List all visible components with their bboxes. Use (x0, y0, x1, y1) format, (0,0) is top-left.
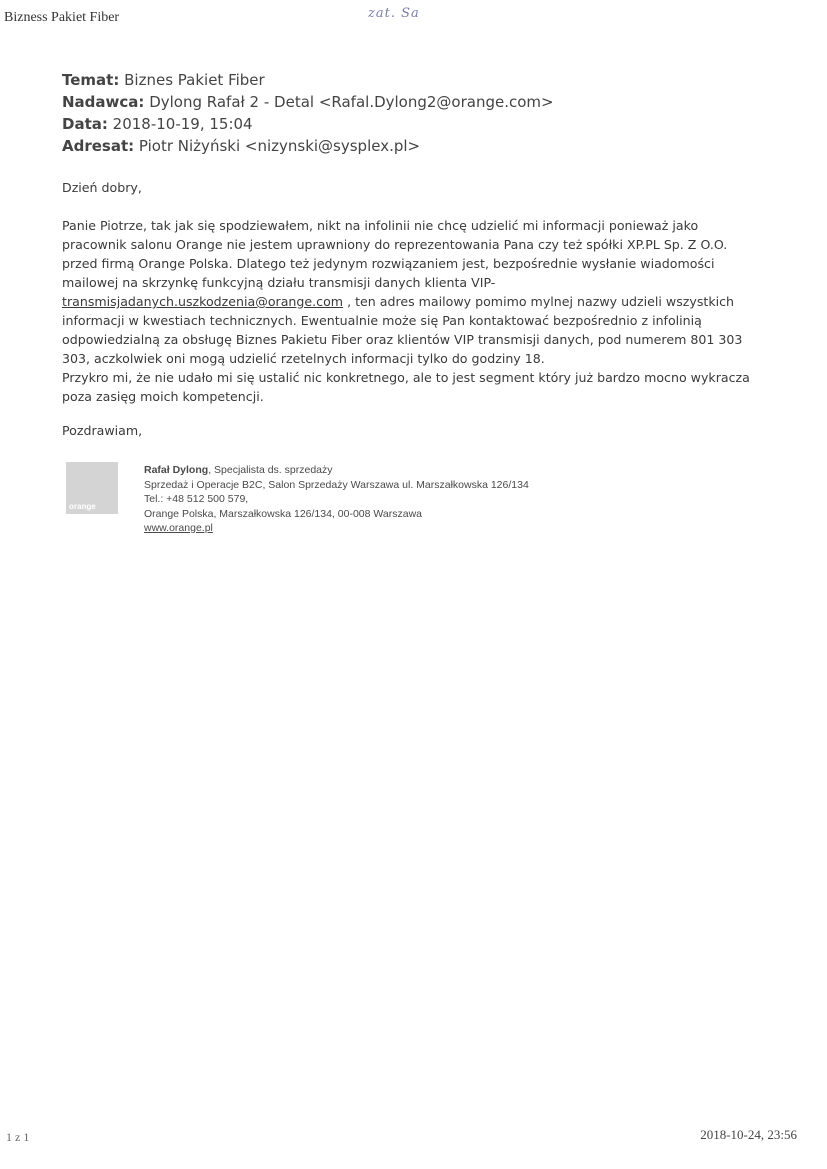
sender-row (62, 91, 554, 113)
signature-title: , Specjalista ds. sprzedaży (208, 464, 333, 476)
paragraph-2: Przykro mi, że nie udało mi się ustalić nic konkretnego, ale to jest segment który już bardzo mocno wykracza poza zasięg moich kompetencji. (62, 370, 750, 404)
greeting: Dzień dobry, (62, 180, 142, 195)
handwritten-note: zat. Sa (368, 6, 420, 21)
sender-label: Nadawca: (62, 93, 145, 111)
main-paragraph (62, 216, 752, 406)
signature-block (144, 463, 529, 536)
date-label: Data: (62, 115, 108, 133)
recipient-label: Adresat: (62, 137, 135, 155)
print-timestamp: 2018-10-24, 23:56 (700, 1127, 797, 1142)
subject-row (62, 69, 554, 91)
page-header: Bizness Pakiet Fiber (4, 10, 120, 25)
signature-name: Rafał Dylong (144, 464, 209, 476)
date-value: 2018-10-19, 15:04 (112, 115, 253, 133)
logo-text: orange (69, 502, 96, 511)
mailbox-link[interactable]: transmisjadanych.uszkodzenia@orange.com (62, 294, 344, 309)
email-meta (62, 69, 554, 157)
page-number: 1 z 1 (6, 1130, 30, 1144)
orange-logo (66, 462, 118, 514)
signature-name-line (144, 463, 529, 478)
signature-website-link[interactable]: www.orange.pl (144, 522, 213, 534)
closing: Pozdrawiam, (62, 423, 143, 438)
recipient-row (62, 135, 554, 157)
recipient-value: Piotr Niżyński <nizynski@sysplex.pl> (138, 137, 421, 155)
paragraph-1 (62, 216, 752, 368)
sender-value: Dylong Rafał 2 - Detal <Rafal.Dylong2@orange.com> (149, 93, 554, 111)
date-row (62, 113, 554, 135)
signature-phone: Tel.: +48 512 500 579, (144, 493, 249, 505)
subject-value: Biznes Pakiet Fiber (124, 71, 265, 89)
paragraph-1-part2: , ten adres mailowy pomimo mylnej nazwy udzieli wszystkich informacji w kwestiach technicznych. Ewentualnie może się Pan kontaktować bezpośrednio z infolinią odpowiedzialną za obsługę Biznes Pakietu Fiber oraz klientów VIP transmisji danych, pod numerem 801 303 303, aczkolwiek oni mogą udzielić rzetelnych informacji tylko do godziny 18. (62, 294, 743, 366)
signature-address: Orange Polska, Marszałkowska 126/134, 00-008 Warszawa (144, 507, 422, 520)
signature-department: Sprzedaż i Operacje B2C, Salon Sprzedaży Warszawa ul. Marszałkowska 126/134 (144, 478, 529, 491)
paragraph-1-part1: Panie Piotrze, tak jak się spodziewałem, nikt na infolinii nie chcę udzielić mi informacji ponieważ jako pracownik salonu Orange nie jestem uprawniony do reprezentowania Pana czy też spółki XP.PL Sp. Z O.O. przed firmą Orange Polska. Dlatego też jedynym rozwiązaniem jest, bezpośrednie wysłanie wiadomości mailowej na skrzynkę funkcyjną działu transmisji danych klienta VIP- (62, 218, 728, 290)
subject-label: Temat: (62, 71, 120, 89)
email-body (62, 178, 752, 425)
